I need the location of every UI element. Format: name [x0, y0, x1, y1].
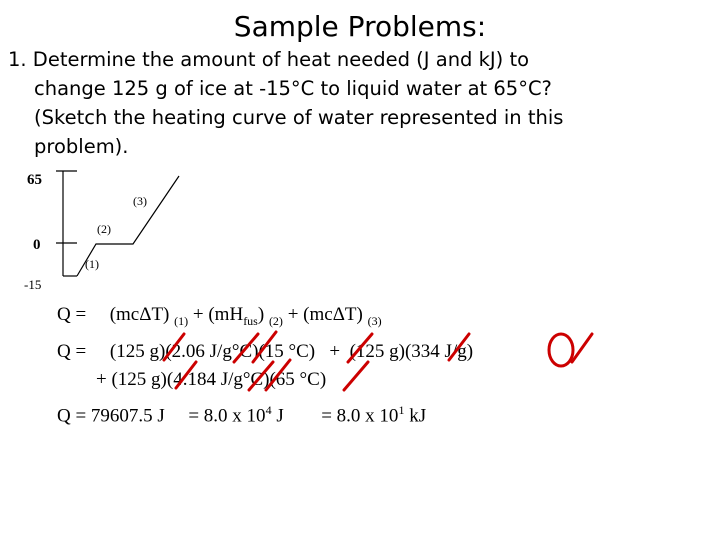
strike-g-5 [176, 362, 196, 388]
eq1-term3: ) [257, 304, 265, 325]
eq1-sub1: (1) [174, 313, 189, 328]
eq1-term4: + (mcΔT) [287, 304, 363, 325]
eq1-sub-fus: fus [243, 313, 258, 328]
strike-g-3 [449, 334, 469, 360]
problem-line-2: change 125 g of ice at -15°C to liquid water at 65°C? [34, 77, 552, 100]
y-label-65: 65 [27, 172, 42, 188]
eq1-sub2: (2) [268, 313, 283, 328]
result-sci-j-exponent: 4 [265, 403, 272, 417]
eq1-term1: (mcΔT) [109, 304, 170, 325]
strike-degc-4 [344, 362, 368, 390]
eq1-term2: + (mH [192, 304, 244, 325]
y-label-0: 0 [33, 237, 41, 253]
circle-j [549, 334, 573, 366]
segment-label-1: (1) [85, 257, 99, 271]
eq1-sub3: (3) [367, 313, 382, 328]
strike-g-1 [164, 334, 184, 360]
problem-line-1: 1. Determine the amount of heat needed (J and kJ) to [8, 48, 530, 71]
problem-line-3: (Sketch the heating curve of water represented in this [34, 106, 564, 129]
result-sci-j: = 8.0 x 10 [188, 405, 266, 427]
equation-substituted-1: Q = (125 g)(2.06 J/g°C)(15 °C) + (125 g)(334 J/g) [57, 341, 474, 362]
eq1-q: Q = [57, 304, 91, 325]
y-label-minus15: -15 [24, 277, 42, 292]
problem-line-4: problem). [34, 135, 129, 158]
result-joules: Q = 79607.5 J [57, 405, 165, 427]
result-kj-exponent: 1 [398, 403, 405, 417]
slide-title: Sample Problems: [233, 10, 487, 43]
result-kj-unit: kJ [404, 405, 427, 427]
segment-label-2: (2) [97, 222, 111, 236]
equation-substituted-2: + (125 g)(4.184 J/g°C)(65 °C) [96, 369, 327, 390]
strike-degc-2 [348, 334, 372, 362]
result-kj: = 8.0 x 10 [321, 405, 399, 427]
segment-label-3: (3) [133, 194, 147, 208]
strike-g-4 [572, 334, 592, 362]
result-sci-j-unit: J [271, 405, 284, 427]
